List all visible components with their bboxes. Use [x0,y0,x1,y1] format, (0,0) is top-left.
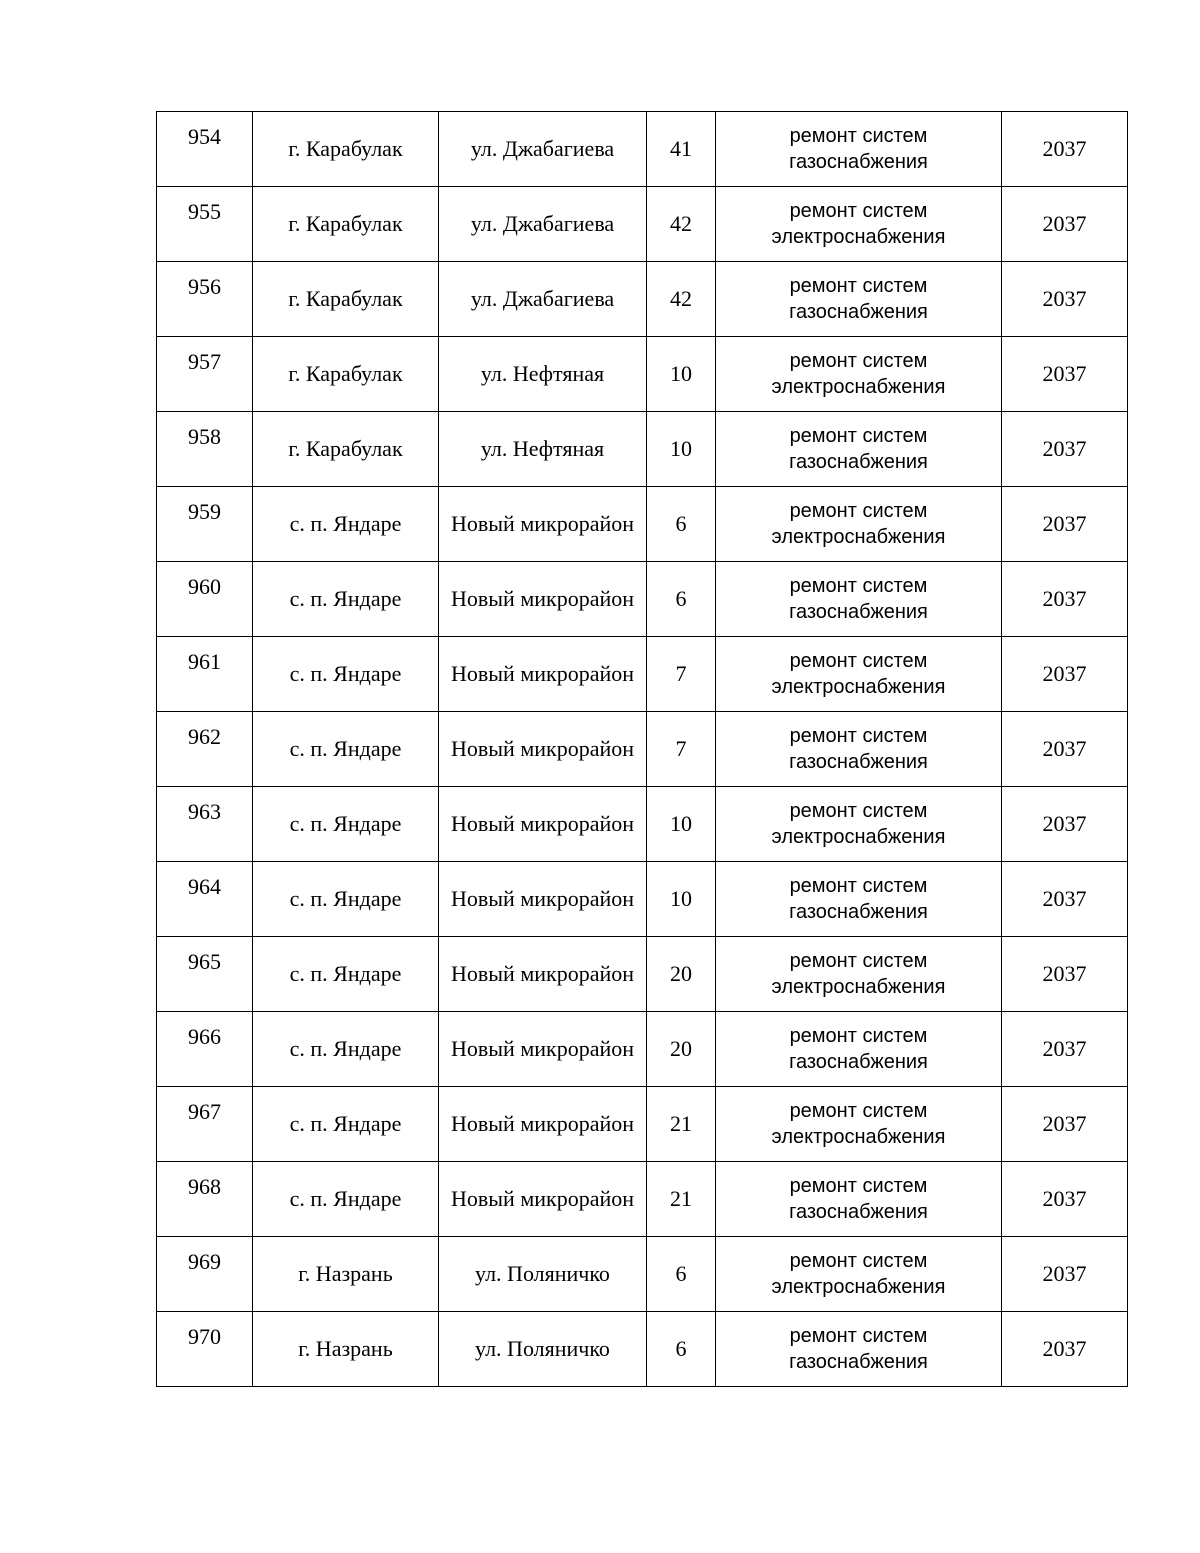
house-number-cell: 42 [647,187,716,262]
row-number-cell: 965 [157,937,253,1012]
year-cell: 2037 [1002,187,1128,262]
row-number-cell: 961 [157,637,253,712]
work-type-cell [716,937,1002,1012]
work-type-line-1: ремонт систем [789,1250,928,1272]
work-type-line-1: ремонт систем [789,275,928,297]
table-row [157,412,1128,487]
table-row [157,1012,1128,1087]
work-type-cell [716,487,1002,562]
table-row [157,562,1128,637]
street-cell: ул. Нефтяная [439,337,647,412]
work-type-line-1: ремонт систем [789,650,928,672]
street-cell: Новый микрорайон [439,637,647,712]
year-cell: 2037 [1002,712,1128,787]
work-type-line-1: ремонт систем [789,425,928,447]
table-body [157,112,1128,1387]
locality-cell: с. п. Яндаре [253,862,439,937]
table-row [157,862,1128,937]
house-number-cell: 20 [647,1012,716,1087]
house-number-cell: 42 [647,262,716,337]
street-cell: ул. Джабагиева [439,112,647,187]
locality-cell: г. Карабулак [253,412,439,487]
row-number-cell: 954 [157,112,253,187]
work-type-line-1: ремонт систем [789,350,928,372]
house-number-cell: 6 [647,1312,716,1387]
street-cell: ул. Джабагиева [439,262,647,337]
table-row [157,1237,1128,1312]
locality-cell: г. Карабулак [253,337,439,412]
year-cell: 2037 [1002,1012,1128,1087]
street-cell: Новый микрорайон [439,487,647,562]
work-type-line-2: газоснабжения [789,301,928,323]
house-number-cell: 21 [647,1162,716,1237]
row-number-cell: 956 [157,262,253,337]
house-number-cell: 21 [647,1087,716,1162]
house-number-cell: 6 [647,1237,716,1312]
work-type-line-1: ремонт систем [789,1175,928,1197]
work-type-cell [716,412,1002,487]
house-number-cell: 10 [647,862,716,937]
table-row [157,262,1128,337]
house-number-cell: 6 [647,487,716,562]
work-type-cell [716,862,1002,937]
year-cell: 2037 [1002,637,1128,712]
year-cell: 2037 [1002,1237,1128,1312]
table-row [157,787,1128,862]
street-cell: ул. Поляничко [439,1237,647,1312]
year-cell: 2037 [1002,787,1128,862]
work-type-line-2: газоснабжения [789,901,928,923]
work-type-line-2: газоснабжения [789,1051,928,1073]
street-cell: Новый микрорайон [439,1012,647,1087]
work-type-line-2: газоснабжения [789,601,928,623]
street-cell: Новый микрорайон [439,1162,647,1237]
locality-cell: с. п. Яндаре [253,787,439,862]
locality-cell: с. п. Яндаре [253,562,439,637]
year-cell: 2037 [1002,487,1128,562]
work-type-line-1: ремонт систем [789,1100,928,1122]
street-cell: ул. Джабагиева [439,187,647,262]
row-number-cell: 969 [157,1237,253,1312]
work-type-cell [716,1087,1002,1162]
work-type-line-2: электроснабжения [771,676,946,698]
work-type-line-1: ремонт систем [789,1025,928,1047]
row-number-cell: 960 [157,562,253,637]
work-type-cell [716,187,1002,262]
work-type-cell [716,787,1002,862]
street-cell: Новый микрорайон [439,937,647,1012]
year-cell: 2037 [1002,562,1128,637]
work-type-line-1: ремонт систем [789,500,928,522]
row-number-cell: 959 [157,487,253,562]
locality-cell: г. Карабулак [253,187,439,262]
locality-cell: с. п. Яндаре [253,487,439,562]
street-cell: Новый микрорайон [439,862,647,937]
year-cell: 2037 [1002,412,1128,487]
table-row [157,937,1128,1012]
year-cell: 2037 [1002,1162,1128,1237]
table-row [157,1087,1128,1162]
house-number-cell: 20 [647,937,716,1012]
work-type-cell [716,562,1002,637]
year-cell: 2037 [1002,262,1128,337]
row-number-cell: 970 [157,1312,253,1387]
locality-cell: с. п. Яндаре [253,712,439,787]
locality-cell: с. п. Яндаре [253,1162,439,1237]
street-cell: ул. Нефтяная [439,412,647,487]
locality-cell: с. п. Яндаре [253,1087,439,1162]
work-type-cell [716,112,1002,187]
table-row [157,637,1128,712]
table-row [157,487,1128,562]
locality-cell: с. п. Яндаре [253,937,439,1012]
work-type-line-2: электроснабжения [771,226,946,248]
row-number-cell: 963 [157,787,253,862]
house-number-cell: 7 [647,637,716,712]
house-number-cell: 10 [647,412,716,487]
year-cell: 2037 [1002,937,1128,1012]
work-type-line-1: ремонт систем [789,875,928,897]
locality-cell: г. Назрань [253,1237,439,1312]
work-type-line-1: ремонт систем [789,950,928,972]
row-number-cell: 966 [157,1012,253,1087]
work-type-cell [716,1162,1002,1237]
year-cell: 2037 [1002,112,1128,187]
row-number-cell: 958 [157,412,253,487]
table-row [157,187,1128,262]
street-cell: Новый микрорайон [439,1087,647,1162]
table-row [157,1162,1128,1237]
work-type-line-2: газоснабжения [789,451,928,473]
row-number-cell: 957 [157,337,253,412]
work-type-line-2: газоснабжения [789,1201,928,1223]
work-type-cell [716,262,1002,337]
year-cell: 2037 [1002,1312,1128,1387]
table-row [157,337,1128,412]
work-type-cell [716,1312,1002,1387]
table-row [157,712,1128,787]
row-number-cell: 967 [157,1087,253,1162]
street-cell: Новый микрорайон [439,712,647,787]
locality-cell: г. Назрань [253,1312,439,1387]
work-type-line-2: электроснабжения [771,526,946,548]
year-cell: 2037 [1002,337,1128,412]
table-row [157,1312,1128,1387]
work-type-line-2: электроснабжения [771,376,946,398]
work-type-line-1: ремонт систем [789,800,928,822]
work-type-line-2: газоснабжения [789,1351,928,1373]
work-type-line-2: электроснабжения [771,1126,946,1148]
works-table [156,111,1128,1387]
work-type-line-1: ремонт систем [789,200,928,222]
work-type-line-2: газоснабжения [789,751,928,773]
table-row [157,112,1128,187]
work-type-cell [716,337,1002,412]
year-cell: 2037 [1002,862,1128,937]
work-type-line-1: ремонт систем [789,725,928,747]
locality-cell: г. Карабулак [253,262,439,337]
work-type-line-2: электроснабжения [771,826,946,848]
work-type-cell [716,712,1002,787]
work-type-line-2: электроснабжения [771,976,946,998]
work-type-cell [716,1012,1002,1087]
work-type-line-2: газоснабжения [789,151,928,173]
year-cell: 2037 [1002,1087,1128,1162]
house-number-cell: 6 [647,562,716,637]
row-number-cell: 968 [157,1162,253,1237]
street-cell: ул. Поляничко [439,1312,647,1387]
row-number-cell: 955 [157,187,253,262]
work-type-cell [716,1237,1002,1312]
work-type-cell [716,637,1002,712]
row-number-cell: 962 [157,712,253,787]
locality-cell: г. Карабулак [253,112,439,187]
locality-cell: с. п. Яндаре [253,637,439,712]
house-number-cell: 10 [647,787,716,862]
locality-cell: с. п. Яндаре [253,1012,439,1087]
row-number-cell: 964 [157,862,253,937]
street-cell: Новый микрорайон [439,562,647,637]
house-number-cell: 7 [647,712,716,787]
house-number-cell: 41 [647,112,716,187]
street-cell: Новый микрорайон [439,787,647,862]
work-type-line-1: ремонт систем [789,125,928,147]
work-type-line-1: ремонт систем [789,575,928,597]
work-type-line-1: ремонт систем [789,1325,928,1347]
work-type-line-2: электроснабжения [771,1276,946,1298]
house-number-cell: 10 [647,337,716,412]
